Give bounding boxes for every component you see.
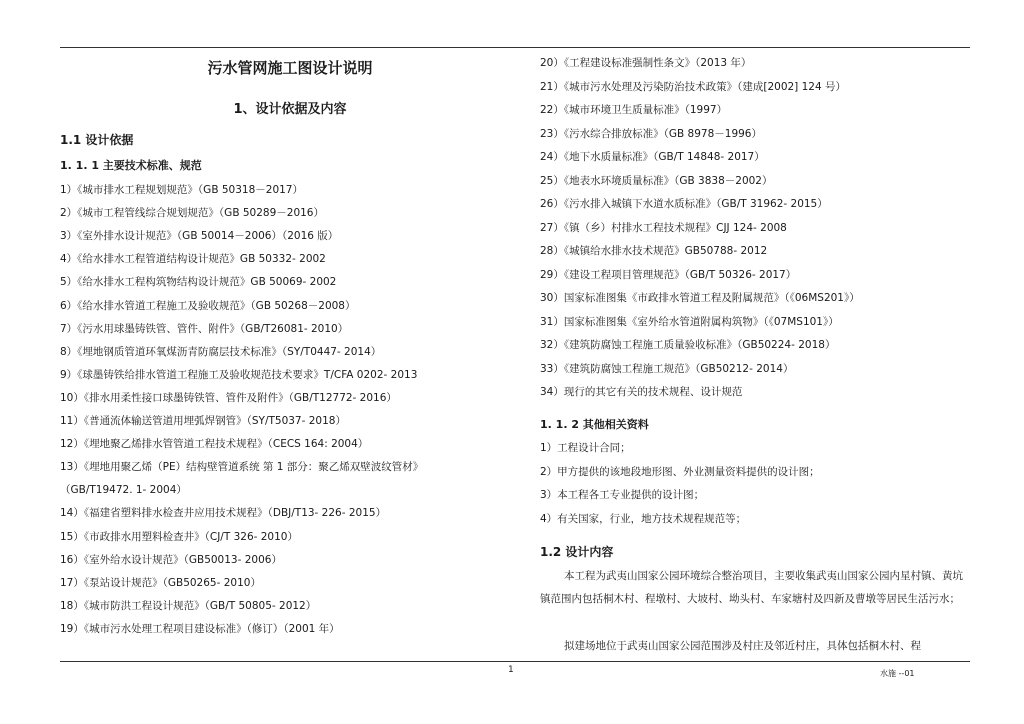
list-item: 34）现行的其它有关的技术规程、设计规范: [540, 386, 743, 398]
list-item: 4）《给水排水工程管道结构设计规范》GB 50332- 2002: [60, 253, 326, 266]
list-item: 26）《污水排入城镇下水道水质标准》（GB/T 31962- 2015）: [540, 198, 828, 210]
drawing-number: 水施 --01: [880, 669, 915, 678]
page-number: 1: [508, 665, 514, 675]
list-item: 13）《埋地用聚乙烯（PE）结构壁管道系统 第 1 部分：聚乙烯双壁波纹管材》: [60, 461, 424, 474]
list-item: 21）《城市污水处理及污染防治技术政策》（建成[2002] 124 号）: [540, 80, 846, 93]
list-item: 33）《建筑防腐蚀工程施工规范》（GB50212- 2014）: [540, 362, 794, 375]
list-item: （GB/T19472. 1- 2004）: [60, 484, 187, 497]
list-item: 4）有关国家，行业，地方技术规程规范等；: [540, 512, 747, 525]
list-item: 8）《埋地钢质管道环氧煤沥青防腐层技术标准》（SY/T0447- 2014）: [60, 345, 382, 358]
section-heading-1-2: 1.2 设计内容: [540, 545, 614, 559]
list-item: 18）《城市防洪工程设计规范》（GB/T 50805- 2012）: [60, 599, 317, 612]
list-item: 11）《普通流体输送管道用埋弧焊钢管》（SY/T5037- 2018）: [60, 415, 346, 427]
list-item: 12）《埋地聚乙烯排水管管道工程技术规程》（CECS 164: 2004）: [60, 438, 369, 451]
list-item: 27）《镇（乡）村排水工程技术规程》CJJ 124- 2008: [540, 221, 787, 234]
list-item: 16）《室外给水设计规范》（GB50013- 2006）: [60, 553, 282, 566]
list-item: 2）甲方提供的该地段地形图、外业测量资料提供的设计图；: [540, 465, 820, 478]
list-item: 3）《室外排水设计规范》（GB 50014－2006）（2016 版）: [60, 230, 339, 243]
list-item: 9）《球墨铸铁给排水管道工程施工及验收规范技术要求》T/CFA 0202- 2013: [60, 368, 418, 381]
list-item: 2）《城市工程管线综合规划规范》（GB 50289－2016）: [60, 207, 324, 220]
list-item: 30）国家标准图集《市政排水管道工程及附属规范》（《06MS201》）: [540, 292, 860, 304]
list-item: 32）《建筑防腐蚀工程施工质量验收标准》（GB50224- 2018）: [540, 339, 836, 351]
list-item: 19）《城市污水处理工程项目建设标准》（修订）（2001 年）: [60, 622, 340, 635]
section-heading-1-1-2: 1. 1. 2 其他相关资料: [540, 418, 649, 431]
list-item: 25）《地表水环境质量标准》（GB 3838－2002）: [540, 174, 773, 187]
list-item: 14）《福建省塑料排水检查井应用技术规程》（DBJ/T13- 226- 2015）: [60, 507, 387, 520]
design-content-paragraph: 本工程为武夷山国家公园环境综合整治项目，主要收集武夷山国家公园内星村镇、黄坑镇范围内包括桐木村、程墩村、大坡村、坳头村、车家塘村及四新及曹墩等居民生活污水；: [540, 570, 963, 605]
section-heading-1: 1、设计依据及内容: [233, 102, 347, 117]
section-heading-1-1: 1.1 设计依据: [60, 133, 134, 147]
list-item: 6）《给水排水管道工程施工及验收规范》（GB 50268－2008）: [60, 299, 356, 312]
document-title: 污水管网施工图设计说明: [207, 59, 373, 77]
list-item: 20）《工程建设标准强制性条文》（2013 年）: [540, 57, 752, 69]
list-item: 15）《市政排水用塑料检查井》（CJ/T 326- 2010）: [60, 530, 298, 543]
list-item: 24）《地下水质量标准》（GB/T 14848- 2017）: [540, 151, 765, 163]
site-location-paragraph: 拟建场地位于武夷山国家公园范围涉及村庄及邻近村庄，具体包括桐木村、程: [564, 640, 921, 652]
list-item: 1）工程设计合同；: [540, 442, 631, 454]
list-item: 17）《泵站设计规范》（GB50265- 2010）: [60, 576, 261, 589]
list-item: 28）《城镇给水排水技术规范》GB50788- 2012: [540, 245, 768, 257]
top-rule: [60, 47, 970, 48]
bottom-rule: [60, 661, 970, 662]
list-item: 5）《给水排水工程构筑物结构设计规范》GB 50069- 2002: [60, 276, 337, 289]
list-item: 1）《城市排水工程规划规范》（GB 50318－2017）: [60, 184, 303, 196]
section-heading-1-1-1: 1. 1. 1 主要技术标准、规范: [60, 159, 202, 172]
list-item: 29）《建设工程项目管理规范》（GB/T 50326- 2017）: [540, 268, 797, 281]
list-item: 22）《城市环境卫生质量标准》（1997）: [540, 104, 728, 116]
list-item: 10）《排水用柔性接口球墨铸铁管、管件及附件》（GB/T12772- 2016）: [60, 391, 397, 404]
list-item: 7）《污水用球墨铸铁管、管件、附件》（GB/T26081- 2010）: [60, 322, 349, 335]
list-item: 3）本工程各工专业提供的设计图；: [540, 489, 705, 501]
list-item: 31）国家标准图集《室外给水管道附属构筑物》（《07MS101》）: [540, 315, 839, 328]
list-item: 23）《污水综合排放标准》（GB 8978－1996）: [540, 127, 762, 140]
